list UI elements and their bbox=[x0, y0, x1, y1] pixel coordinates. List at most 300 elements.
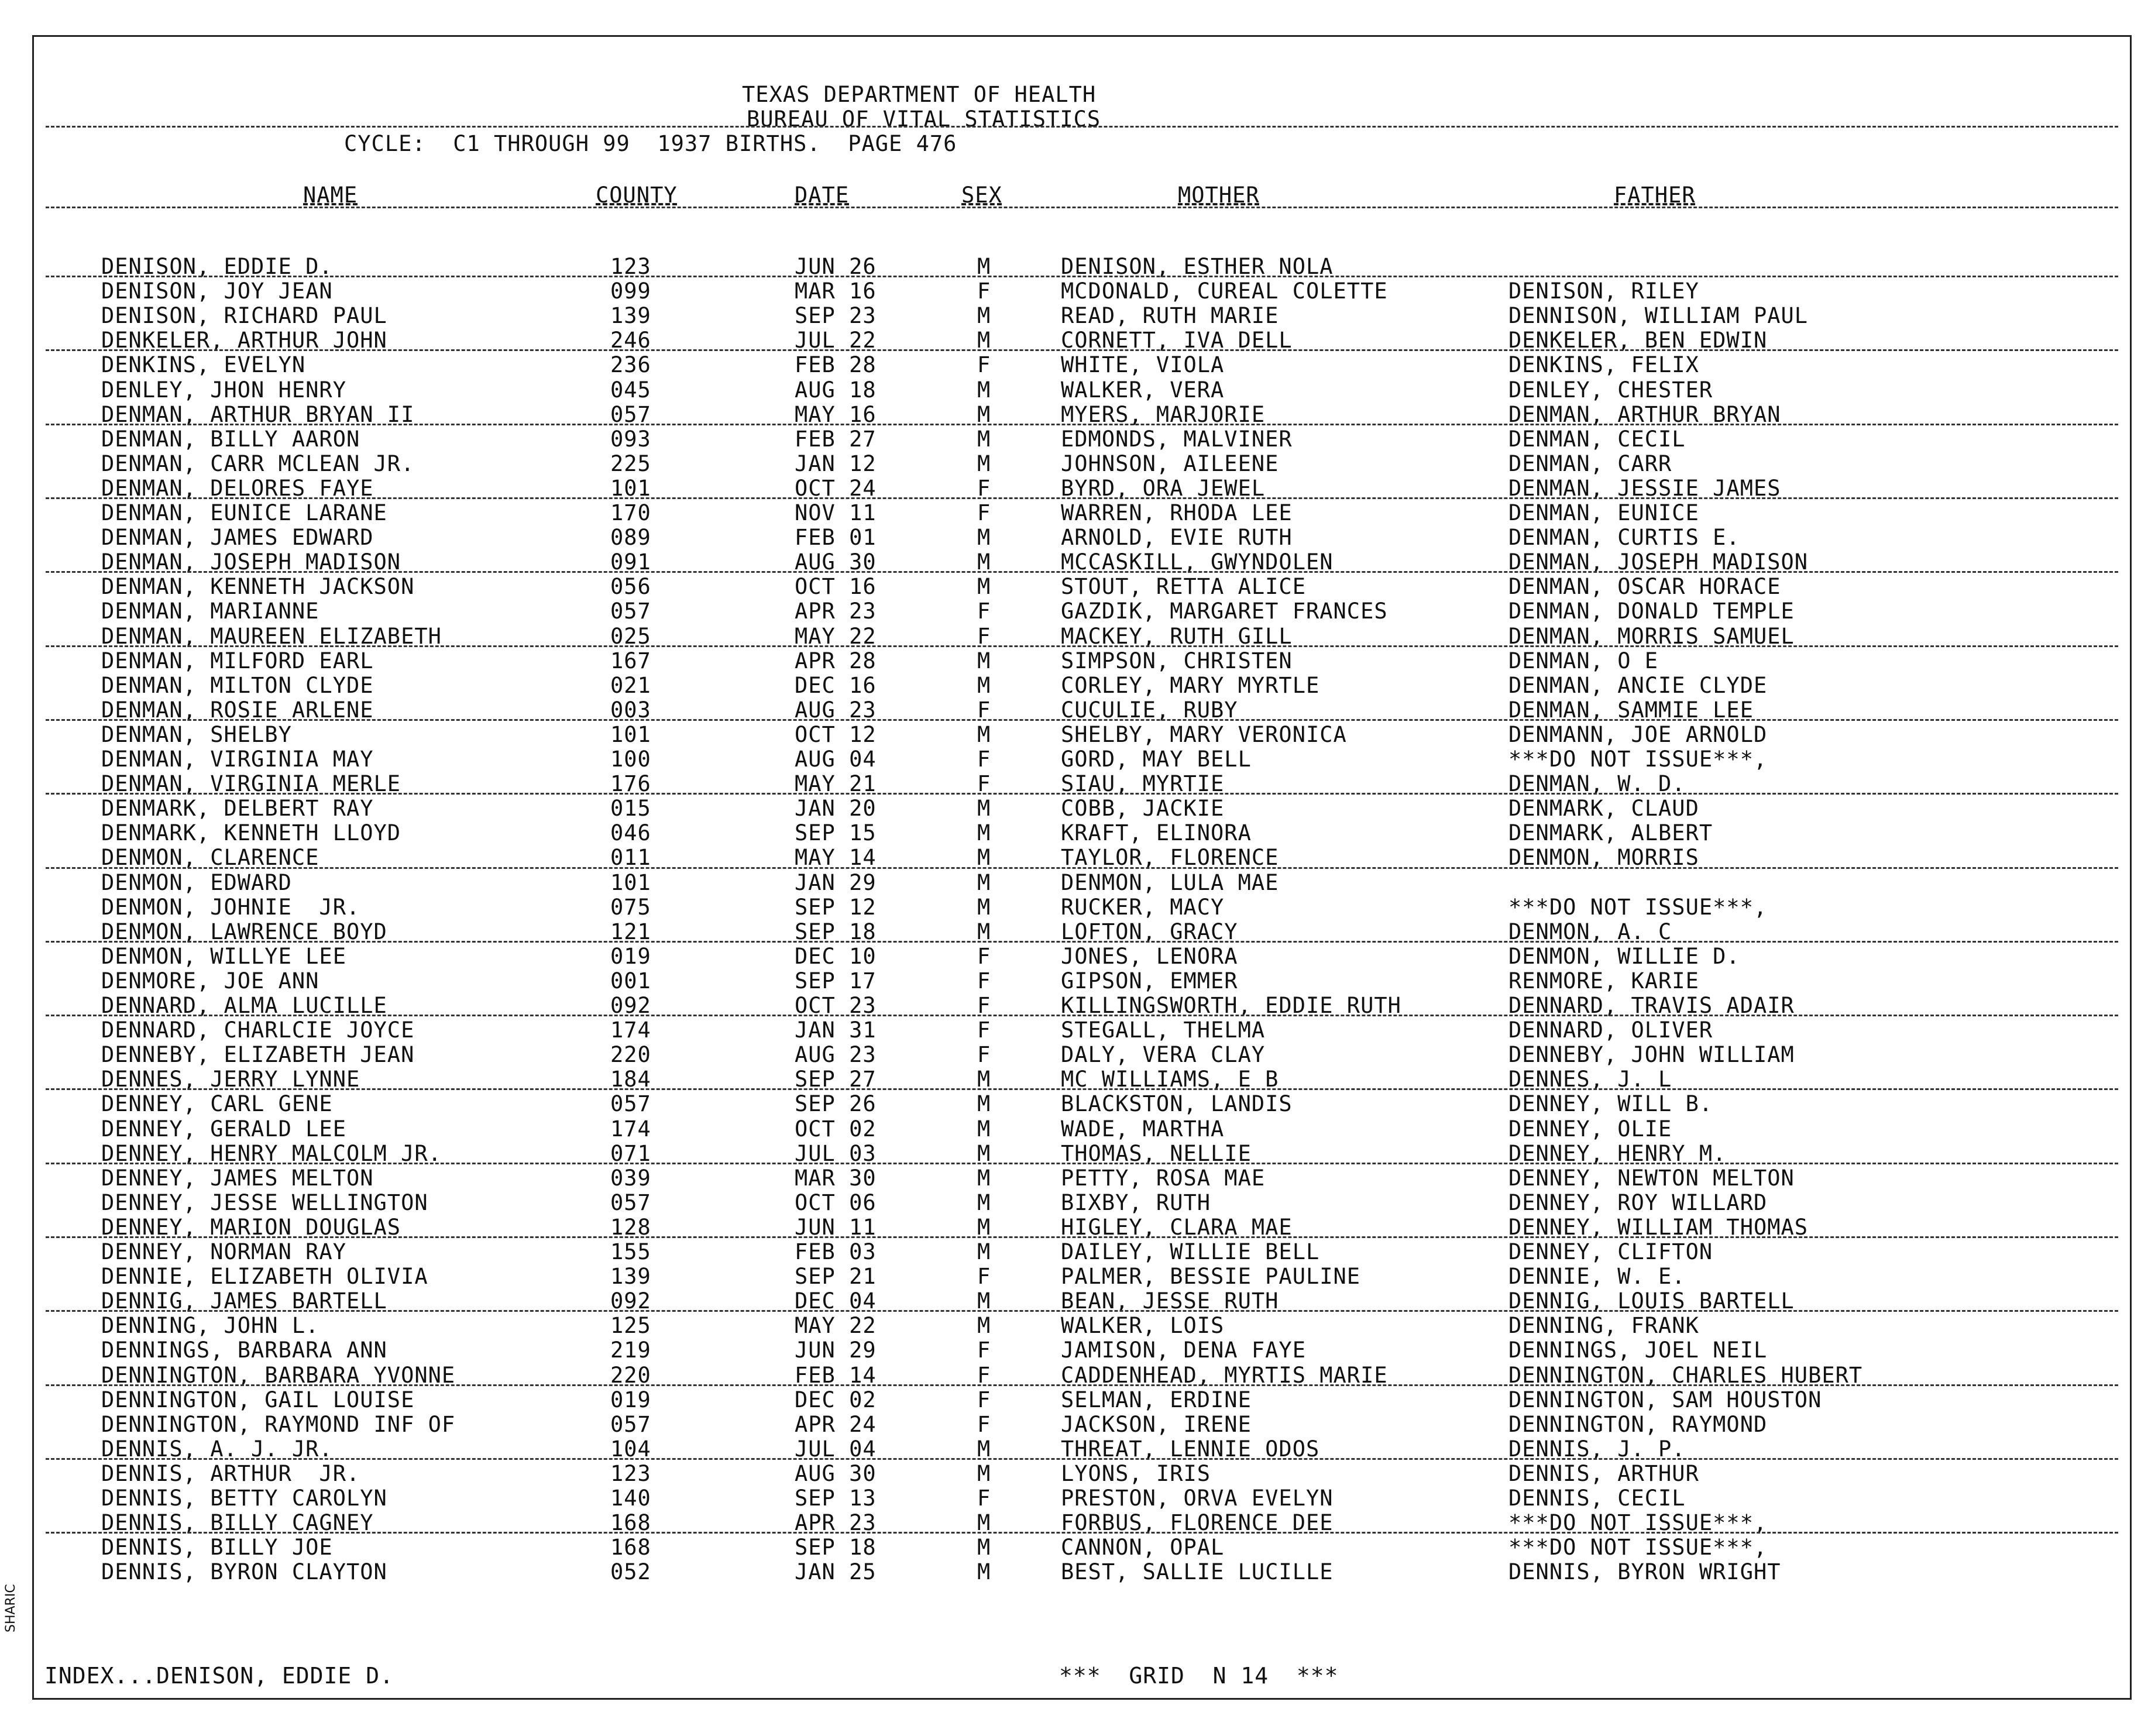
title-line-2: BUREAU OF VITAL STATISTICS bbox=[747, 106, 1101, 132]
record-sex: M bbox=[977, 574, 991, 600]
register-page bbox=[32, 35, 2132, 1700]
record-father: RENMORE, KARIE bbox=[1508, 968, 1699, 994]
divider bbox=[46, 126, 2118, 128]
title-line-1: TEXAS DEPARTMENT OF HEALTH bbox=[742, 82, 1097, 107]
column-header-sex: SEX bbox=[961, 183, 1002, 208]
record-sex: M bbox=[977, 648, 991, 673]
record-sex: M bbox=[977, 1559, 991, 1585]
divider bbox=[46, 424, 2118, 425]
record-sex: M bbox=[977, 1313, 991, 1339]
record-date: FEB 03 bbox=[795, 1239, 877, 1264]
record-sex: M bbox=[977, 1091, 991, 1117]
record-name: DENNINGS, BARBARA ANN bbox=[101, 1338, 387, 1363]
divider bbox=[46, 1532, 2118, 1534]
record-date: SEP 15 bbox=[795, 820, 877, 846]
record-mother: JACKSON, IRENE bbox=[1061, 1411, 1252, 1437]
record-county: 015 bbox=[610, 796, 651, 821]
record-county: 225 bbox=[610, 451, 651, 476]
record-county: 140 bbox=[610, 1486, 651, 1511]
record-name: DENNEY, MARION DOUGLAS bbox=[101, 1214, 401, 1240]
record-date: JUL 04 bbox=[795, 1436, 877, 1462]
record-father: DENNEY, WILLIAM THOMAS bbox=[1508, 1214, 1809, 1240]
record-county: 246 bbox=[610, 328, 651, 353]
record-name: DENNEY, JAMES MELTON bbox=[101, 1165, 374, 1191]
record-date: AUG 30 bbox=[795, 1460, 877, 1486]
record-date: MAY 14 bbox=[795, 845, 877, 871]
record-father: DENMAN, ANCIE CLYDE bbox=[1508, 672, 1768, 698]
record-county: 219 bbox=[610, 1338, 651, 1363]
record-sex: F bbox=[977, 968, 991, 994]
record-date: JAN 12 bbox=[795, 451, 877, 476]
record-county: 121 bbox=[610, 919, 651, 944]
record-name: DENMAN, MARIANNE bbox=[101, 599, 319, 624]
record-father: DENNINGTON, CHARLES HUBERT bbox=[1508, 1362, 1863, 1388]
record-father: DENNEY, WILL B. bbox=[1508, 1091, 1713, 1117]
record-mother: GIPSON, EMMER bbox=[1061, 968, 1238, 994]
record-county: 184 bbox=[610, 1067, 651, 1092]
record-county: 123 bbox=[610, 254, 651, 279]
record-county: 019 bbox=[610, 1387, 651, 1412]
record-mother: DAILEY, WILLIE BELL bbox=[1061, 1239, 1320, 1264]
record-county: 236 bbox=[610, 352, 651, 378]
record-county: 139 bbox=[610, 1264, 651, 1290]
record-county: 025 bbox=[610, 623, 651, 649]
record-father: DENMAN, ARTHUR BRYAN bbox=[1508, 401, 1781, 427]
record-sex: M bbox=[977, 845, 991, 871]
record-sex: M bbox=[977, 1165, 991, 1191]
record-sex: F bbox=[977, 599, 991, 624]
table-row bbox=[34, 796, 2130, 821]
record-date: DEC 04 bbox=[795, 1288, 877, 1314]
record-mother: EDMONDS, MALVINER bbox=[1061, 426, 1293, 452]
record-mother: JOHNSON, AILEENE bbox=[1061, 451, 1279, 476]
record-mother: BIXBY, RUTH bbox=[1061, 1190, 1211, 1215]
table-row bbox=[34, 723, 2130, 747]
record-mother: THREAT, LENNIE ODOS bbox=[1061, 1436, 1320, 1462]
record-date: FEB 28 bbox=[795, 352, 877, 378]
record-name: DENMAN, ROSIE ARLENE bbox=[101, 697, 374, 723]
record-mother: BEAN, JESSE RUTH bbox=[1061, 1288, 1279, 1314]
record-mother: JAMISON, DENA FAYE bbox=[1061, 1338, 1306, 1363]
record-mother: FORBUS, FLORENCE DEE bbox=[1061, 1510, 1334, 1536]
record-father: ***DO NOT ISSUE***, bbox=[1508, 747, 1768, 772]
record-mother: WHITE, VIOLA bbox=[1061, 352, 1225, 378]
record-name: DENISON, EDDIE D. bbox=[101, 254, 333, 279]
record-date: AUG 18 bbox=[795, 377, 877, 403]
record-sex: M bbox=[977, 672, 991, 698]
record-name: DENNEBY, ELIZABETH JEAN bbox=[101, 1042, 415, 1068]
record-sex: F bbox=[977, 1042, 991, 1068]
record-mother: GORD, MAY BELL bbox=[1061, 747, 1252, 772]
record-sex: M bbox=[977, 328, 991, 353]
record-sex: F bbox=[977, 1411, 991, 1437]
record-county: 155 bbox=[610, 1239, 651, 1264]
record-sex: M bbox=[977, 549, 991, 575]
record-father: DENMAN, W. D. bbox=[1508, 771, 1686, 797]
record-father: DENMAN, EUNICE bbox=[1508, 500, 1699, 525]
record-date: FEB 01 bbox=[795, 525, 877, 551]
column-header-date: DATE bbox=[795, 183, 850, 208]
record-date: SEP 12 bbox=[795, 894, 877, 920]
record-mother: CUCULIE, RUBY bbox=[1061, 697, 1238, 723]
record-mother: BEST, SALLIE LUCILLE bbox=[1061, 1559, 1334, 1585]
record-father: DENISON, RILEY bbox=[1508, 279, 1699, 304]
record-date: DEC 10 bbox=[795, 943, 877, 969]
record-name: DENMON, LAWRENCE BOYD bbox=[101, 919, 387, 944]
record-county: 045 bbox=[610, 377, 651, 403]
record-father: DENNINGTON, RAYMOND bbox=[1508, 1411, 1768, 1437]
record-name: DENNIS, BILLY CAGNEY bbox=[101, 1510, 374, 1536]
divider bbox=[46, 1015, 2118, 1016]
record-father: DENMAN, SAMMIE LEE bbox=[1508, 697, 1754, 723]
record-sex: M bbox=[977, 894, 991, 920]
record-date: FEB 27 bbox=[795, 426, 877, 452]
column-header-mother: MOTHER bbox=[1178, 183, 1260, 208]
record-sex: M bbox=[977, 1436, 991, 1462]
record-father: DENKELER, BEN EDWIN bbox=[1508, 328, 1768, 353]
record-father: DENMAN, CARR bbox=[1508, 451, 1672, 476]
record-date: OCT 24 bbox=[795, 475, 877, 501]
record-sex: M bbox=[977, 401, 991, 427]
record-father: DENMAN, O E bbox=[1508, 648, 1659, 673]
record-name: DENMAN, ARTHUR BRYAN II bbox=[101, 401, 415, 427]
record-county: 174 bbox=[610, 1017, 651, 1043]
record-county: 174 bbox=[610, 1116, 651, 1142]
record-name: DENKELER, ARTHUR JOHN bbox=[101, 328, 387, 353]
record-father: DENNARD, TRAVIS ADAIR bbox=[1508, 993, 1795, 1018]
table-row bbox=[34, 1240, 2130, 1264]
table-row bbox=[34, 1264, 2130, 1289]
record-date: MAR 30 bbox=[795, 1165, 877, 1191]
record-date: JUL 03 bbox=[795, 1140, 877, 1166]
record-name: DENNIE, ELIZABETH OLIVIA bbox=[101, 1264, 428, 1290]
record-name: DENMARK, DELBERT RAY bbox=[101, 796, 374, 821]
record-mother: SIMPSON, CHRISTEN bbox=[1061, 648, 1293, 673]
table-row bbox=[34, 1191, 2130, 1215]
record-name: DENMON, WILLYE LEE bbox=[101, 943, 346, 969]
table-row bbox=[34, 1018, 2130, 1043]
record-father: DENNISON, WILLIAM PAUL bbox=[1508, 303, 1809, 329]
record-county: 220 bbox=[610, 1042, 651, 1068]
record-sex: F bbox=[977, 1264, 991, 1290]
record-mother: WADE, MARTHA bbox=[1061, 1116, 1225, 1142]
record-father: DENMON, MORRIS bbox=[1508, 845, 1699, 871]
record-date: DEC 16 bbox=[795, 672, 877, 698]
record-mother: WALKER, VERA bbox=[1061, 377, 1225, 403]
divider bbox=[46, 1088, 2118, 1090]
record-date: SEP 26 bbox=[795, 1091, 877, 1117]
record-county: 170 bbox=[610, 500, 651, 525]
divider bbox=[46, 719, 2118, 721]
table-row bbox=[34, 1560, 2130, 1584]
table-row bbox=[34, 649, 2130, 673]
record-county: 057 bbox=[610, 401, 651, 427]
record-date: NOV 11 bbox=[795, 500, 877, 525]
record-mother: CADDENHEAD, MYRTIS MARIE bbox=[1061, 1362, 1388, 1388]
divider bbox=[46, 571, 2118, 573]
record-name: DENMORE, JOE ANN bbox=[101, 968, 319, 994]
record-mother: STEGALL, THELMA bbox=[1061, 1017, 1266, 1043]
table-row bbox=[34, 1388, 2130, 1412]
record-date: JUL 22 bbox=[795, 328, 877, 353]
record-county: 101 bbox=[610, 475, 651, 501]
record-sex: F bbox=[977, 771, 991, 797]
record-sex: M bbox=[977, 721, 991, 747]
record-name: DENNIG, JAMES BARTELL bbox=[101, 1288, 387, 1314]
record-mother: BLACKSTON, LANDIS bbox=[1061, 1091, 1293, 1117]
record-county: 168 bbox=[610, 1510, 651, 1536]
record-name: DENMARK, KENNETH LLOYD bbox=[101, 820, 401, 846]
record-sex: M bbox=[977, 1214, 991, 1240]
record-date: MAY 22 bbox=[795, 1313, 877, 1339]
record-county: 057 bbox=[610, 1091, 651, 1117]
record-county: 039 bbox=[610, 1165, 651, 1191]
record-name: DENKINS, EVELYN bbox=[101, 352, 306, 378]
record-father: DENNEY, HENRY M. bbox=[1508, 1140, 1727, 1166]
record-county: 093 bbox=[610, 426, 651, 452]
record-mother: WARREN, RHODA LEE bbox=[1061, 500, 1293, 525]
record-father: DENNINGTON, SAM HOUSTON bbox=[1508, 1387, 1822, 1412]
record-date: MAR 16 bbox=[795, 279, 877, 304]
record-sex: M bbox=[977, 525, 991, 551]
record-mother: TAYLOR, FLORENCE bbox=[1061, 845, 1279, 871]
table-row bbox=[34, 1314, 2130, 1338]
record-date: SEP 18 bbox=[795, 1535, 877, 1560]
record-mother: MC WILLIAMS, E B bbox=[1061, 1067, 1279, 1092]
record-date: SEP 21 bbox=[795, 1264, 877, 1290]
record-mother: CORNETT, IVA DELL bbox=[1061, 328, 1293, 353]
record-sex: M bbox=[977, 820, 991, 846]
record-sex: M bbox=[977, 869, 991, 895]
record-date: SEP 17 bbox=[795, 968, 877, 994]
divider bbox=[46, 349, 2118, 351]
divider bbox=[46, 1236, 2118, 1238]
record-county: 092 bbox=[610, 993, 651, 1018]
record-date: OCT 02 bbox=[795, 1116, 877, 1142]
record-date: OCT 16 bbox=[795, 574, 877, 600]
footer-grid: *** GRID N 14 *** bbox=[1059, 1663, 1339, 1689]
table-row bbox=[34, 599, 2130, 624]
record-sex: M bbox=[977, 1140, 991, 1166]
record-sex: F bbox=[977, 697, 991, 723]
record-sex: F bbox=[977, 279, 991, 304]
record-date: APR 24 bbox=[795, 1411, 877, 1437]
record-mother: RUCKER, MACY bbox=[1061, 894, 1225, 920]
record-name: DENNINGTON, BARBARA YVONNE bbox=[101, 1362, 456, 1388]
record-county: 003 bbox=[610, 697, 651, 723]
record-father: DENMAN, CURTIS E. bbox=[1508, 525, 1740, 551]
table-row bbox=[34, 871, 2130, 895]
record-county: 057 bbox=[610, 599, 651, 624]
record-sex: M bbox=[977, 426, 991, 452]
record-name: DENMON, EDWARD bbox=[101, 869, 292, 895]
side-label: SHARIC bbox=[4, 1584, 18, 1632]
column-header-father: FATHER bbox=[1614, 183, 1696, 208]
record-sex: M bbox=[977, 451, 991, 476]
record-mother: STOUT, RETTA ALICE bbox=[1061, 574, 1306, 600]
record-sex: F bbox=[977, 993, 991, 1018]
record-name: DENNING, JOHN L. bbox=[101, 1313, 319, 1339]
record-sex: F bbox=[977, 1387, 991, 1412]
table-row bbox=[34, 821, 2130, 845]
record-county: 091 bbox=[610, 549, 651, 575]
record-mother: KILLINGSWORTH, EDDIE RUTH bbox=[1061, 993, 1401, 1018]
record-father: DENMON, WILLIE D. bbox=[1508, 943, 1740, 969]
record-mother: PALMER, BESSIE PAULINE bbox=[1061, 1264, 1361, 1290]
record-date: JUN 11 bbox=[795, 1214, 877, 1240]
table-row bbox=[34, 944, 2130, 969]
record-father: ***DO NOT ISSUE***, bbox=[1508, 1535, 1768, 1560]
record-county: 001 bbox=[610, 968, 651, 994]
table-row bbox=[34, 1486, 2130, 1511]
table-row bbox=[34, 969, 2130, 994]
divider bbox=[46, 645, 2118, 647]
record-sex: M bbox=[977, 1510, 991, 1536]
record-name: DENNARD, ALMA LUCILLE bbox=[101, 993, 387, 1018]
record-mother: ARNOLD, EVIE RUTH bbox=[1061, 525, 1293, 551]
record-name: DENMAN, DELORES FAYE bbox=[101, 475, 374, 501]
record-name: DENMAN, JAMES EDWARD bbox=[101, 525, 374, 551]
record-date: JAN 25 bbox=[795, 1559, 877, 1585]
record-date: MAY 16 bbox=[795, 401, 877, 427]
record-name: DENNIS, ARTHUR JR. bbox=[101, 1460, 360, 1486]
record-county: 176 bbox=[610, 771, 651, 797]
record-date: DEC 02 bbox=[795, 1387, 877, 1412]
record-mother: SELMAN, ERDINE bbox=[1061, 1387, 1252, 1412]
record-mother: PETTY, ROSA MAE bbox=[1061, 1165, 1266, 1191]
record-county: 089 bbox=[610, 525, 651, 551]
record-county: 101 bbox=[610, 721, 651, 747]
record-father: DENNIE, W. E. bbox=[1508, 1264, 1686, 1290]
record-mother: DENMON, LULA MAE bbox=[1061, 869, 1279, 895]
record-mother: KRAFT, ELINORA bbox=[1061, 820, 1252, 846]
table-row bbox=[34, 525, 2130, 550]
column-header-county: COUNTY bbox=[596, 183, 678, 208]
record-name: DENMAN, MILFORD EARL bbox=[101, 648, 374, 673]
divider bbox=[46, 1163, 2118, 1164]
record-name: DENNIS, BETTY CAROLYN bbox=[101, 1486, 387, 1511]
record-sex: F bbox=[977, 352, 991, 378]
record-father: DENMARK, CLAUD bbox=[1508, 796, 1699, 821]
record-name: DENMAN, JOSEPH MADISON bbox=[101, 549, 401, 575]
record-county: 057 bbox=[610, 1411, 651, 1437]
table-row bbox=[34, 1166, 2130, 1191]
record-sex: M bbox=[977, 1239, 991, 1264]
record-name: DENMAN, CARR MCLEAN JR. bbox=[101, 451, 415, 476]
column-header-name: NAME bbox=[303, 183, 358, 208]
record-name: DENNEY, HENRY MALCOLM JR. bbox=[101, 1140, 442, 1166]
record-father: DENKINS, FELIX bbox=[1508, 352, 1699, 378]
record-county: 046 bbox=[610, 820, 651, 846]
record-date: SEP 18 bbox=[795, 919, 877, 944]
cycle-line: CYCLE: C1 THROUGH 99 1937 BIRTHS. PAGE 476 bbox=[344, 131, 957, 156]
record-name: DENLEY, JHON HENRY bbox=[101, 377, 346, 403]
record-mother: MYERS, MARJORIE bbox=[1061, 401, 1266, 427]
table-row bbox=[34, 1462, 2130, 1486]
record-county: 021 bbox=[610, 672, 651, 698]
record-name: DENNES, JERRY LYNNE bbox=[101, 1067, 360, 1092]
record-mother: WALKER, LOIS bbox=[1061, 1313, 1225, 1339]
record-father: DENNES, J. L bbox=[1508, 1067, 1672, 1092]
record-father: DENNIG, LOUIS BARTELL bbox=[1508, 1288, 1795, 1314]
record-father: DENNEY, OLIE bbox=[1508, 1116, 1672, 1142]
divider bbox=[46, 941, 2118, 943]
record-mother: DALY, VERA CLAY bbox=[1061, 1042, 1266, 1068]
record-date: OCT 06 bbox=[795, 1190, 877, 1215]
record-date: SEP 23 bbox=[795, 303, 877, 329]
record-sex: M bbox=[977, 254, 991, 279]
table-row bbox=[34, 1535, 2130, 1560]
record-date: JUN 29 bbox=[795, 1338, 877, 1363]
record-date: FEB 14 bbox=[795, 1362, 877, 1388]
record-county: 011 bbox=[610, 845, 651, 871]
record-father: DENNEY, NEWTON MELTON bbox=[1508, 1165, 1795, 1191]
record-name: DENNEY, NORMAN RAY bbox=[101, 1239, 346, 1264]
divider bbox=[46, 1458, 2118, 1460]
record-name: DENNEY, CARL GENE bbox=[101, 1091, 333, 1117]
table-row bbox=[34, 304, 2130, 328]
record-father: DENNEY, CLIFTON bbox=[1508, 1239, 1713, 1264]
record-father: DENNIS, BYRON WRIGHT bbox=[1508, 1559, 1781, 1585]
record-sex: F bbox=[977, 623, 991, 649]
record-mother: THOMAS, NELLIE bbox=[1061, 1140, 1252, 1166]
record-name: DENNINGTON, RAYMOND INF OF bbox=[101, 1411, 456, 1437]
record-county: 168 bbox=[610, 1535, 651, 1560]
record-county: 056 bbox=[610, 574, 651, 600]
table-row bbox=[34, 452, 2130, 476]
record-county: 104 bbox=[610, 1436, 651, 1462]
record-sex: F bbox=[977, 747, 991, 772]
record-father: DENLEY, CHESTER bbox=[1508, 377, 1713, 403]
record-name: DENMAN, VIRGINIA MAY bbox=[101, 747, 374, 772]
record-sex: M bbox=[977, 377, 991, 403]
record-county: 100 bbox=[610, 747, 651, 772]
record-date: OCT 12 bbox=[795, 721, 877, 747]
record-county: 092 bbox=[610, 1288, 651, 1314]
record-mother: DENISON, ESTHER NOLA bbox=[1061, 254, 1334, 279]
record-name: DENMAN, VIRGINIA MERLE bbox=[101, 771, 401, 797]
table-row bbox=[34, 1092, 2130, 1116]
record-name: DENNEY, JESSE WELLINGTON bbox=[101, 1190, 428, 1215]
record-mother: GAZDIK, MARGARET FRANCES bbox=[1061, 599, 1388, 624]
record-sex: M bbox=[977, 303, 991, 329]
record-father: DENNARD, OLIVER bbox=[1508, 1017, 1713, 1043]
record-date: SEP 27 bbox=[795, 1067, 877, 1092]
table-row bbox=[34, 1412, 2130, 1437]
record-father: DENMARK, ALBERT bbox=[1508, 820, 1713, 846]
record-name: DENNEY, GERALD LEE bbox=[101, 1116, 346, 1142]
divider bbox=[46, 1310, 2118, 1312]
record-county: 125 bbox=[610, 1313, 651, 1339]
table-row bbox=[34, 427, 2130, 452]
record-date: APR 28 bbox=[795, 648, 877, 673]
record-mother: READ, RUTH MARIE bbox=[1061, 303, 1279, 329]
record-name: DENMAN, MILTON CLYDE bbox=[101, 672, 374, 698]
record-county: 123 bbox=[610, 1460, 651, 1486]
record-date: AUG 30 bbox=[795, 549, 877, 575]
table-row bbox=[34, 575, 2130, 599]
record-father: DENMAN, OSCAR HORACE bbox=[1508, 574, 1781, 600]
record-name: DENMAN, EUNICE LARANE bbox=[101, 500, 387, 525]
record-name: DENMAN, BILLY AARON bbox=[101, 426, 360, 452]
record-county: 128 bbox=[610, 1214, 651, 1240]
record-father: DENMAN, JESSIE JAMES bbox=[1508, 475, 1781, 501]
record-father: DENMANN, JOE ARNOLD bbox=[1508, 721, 1768, 747]
record-sex: F bbox=[977, 475, 991, 501]
record-father: DENMAN, JOSEPH MADISON bbox=[1508, 549, 1809, 575]
record-mother: MACKEY, RUTH GILL bbox=[1061, 623, 1293, 649]
record-mother: MCDONALD, CUREAL COLETTE bbox=[1061, 279, 1388, 304]
